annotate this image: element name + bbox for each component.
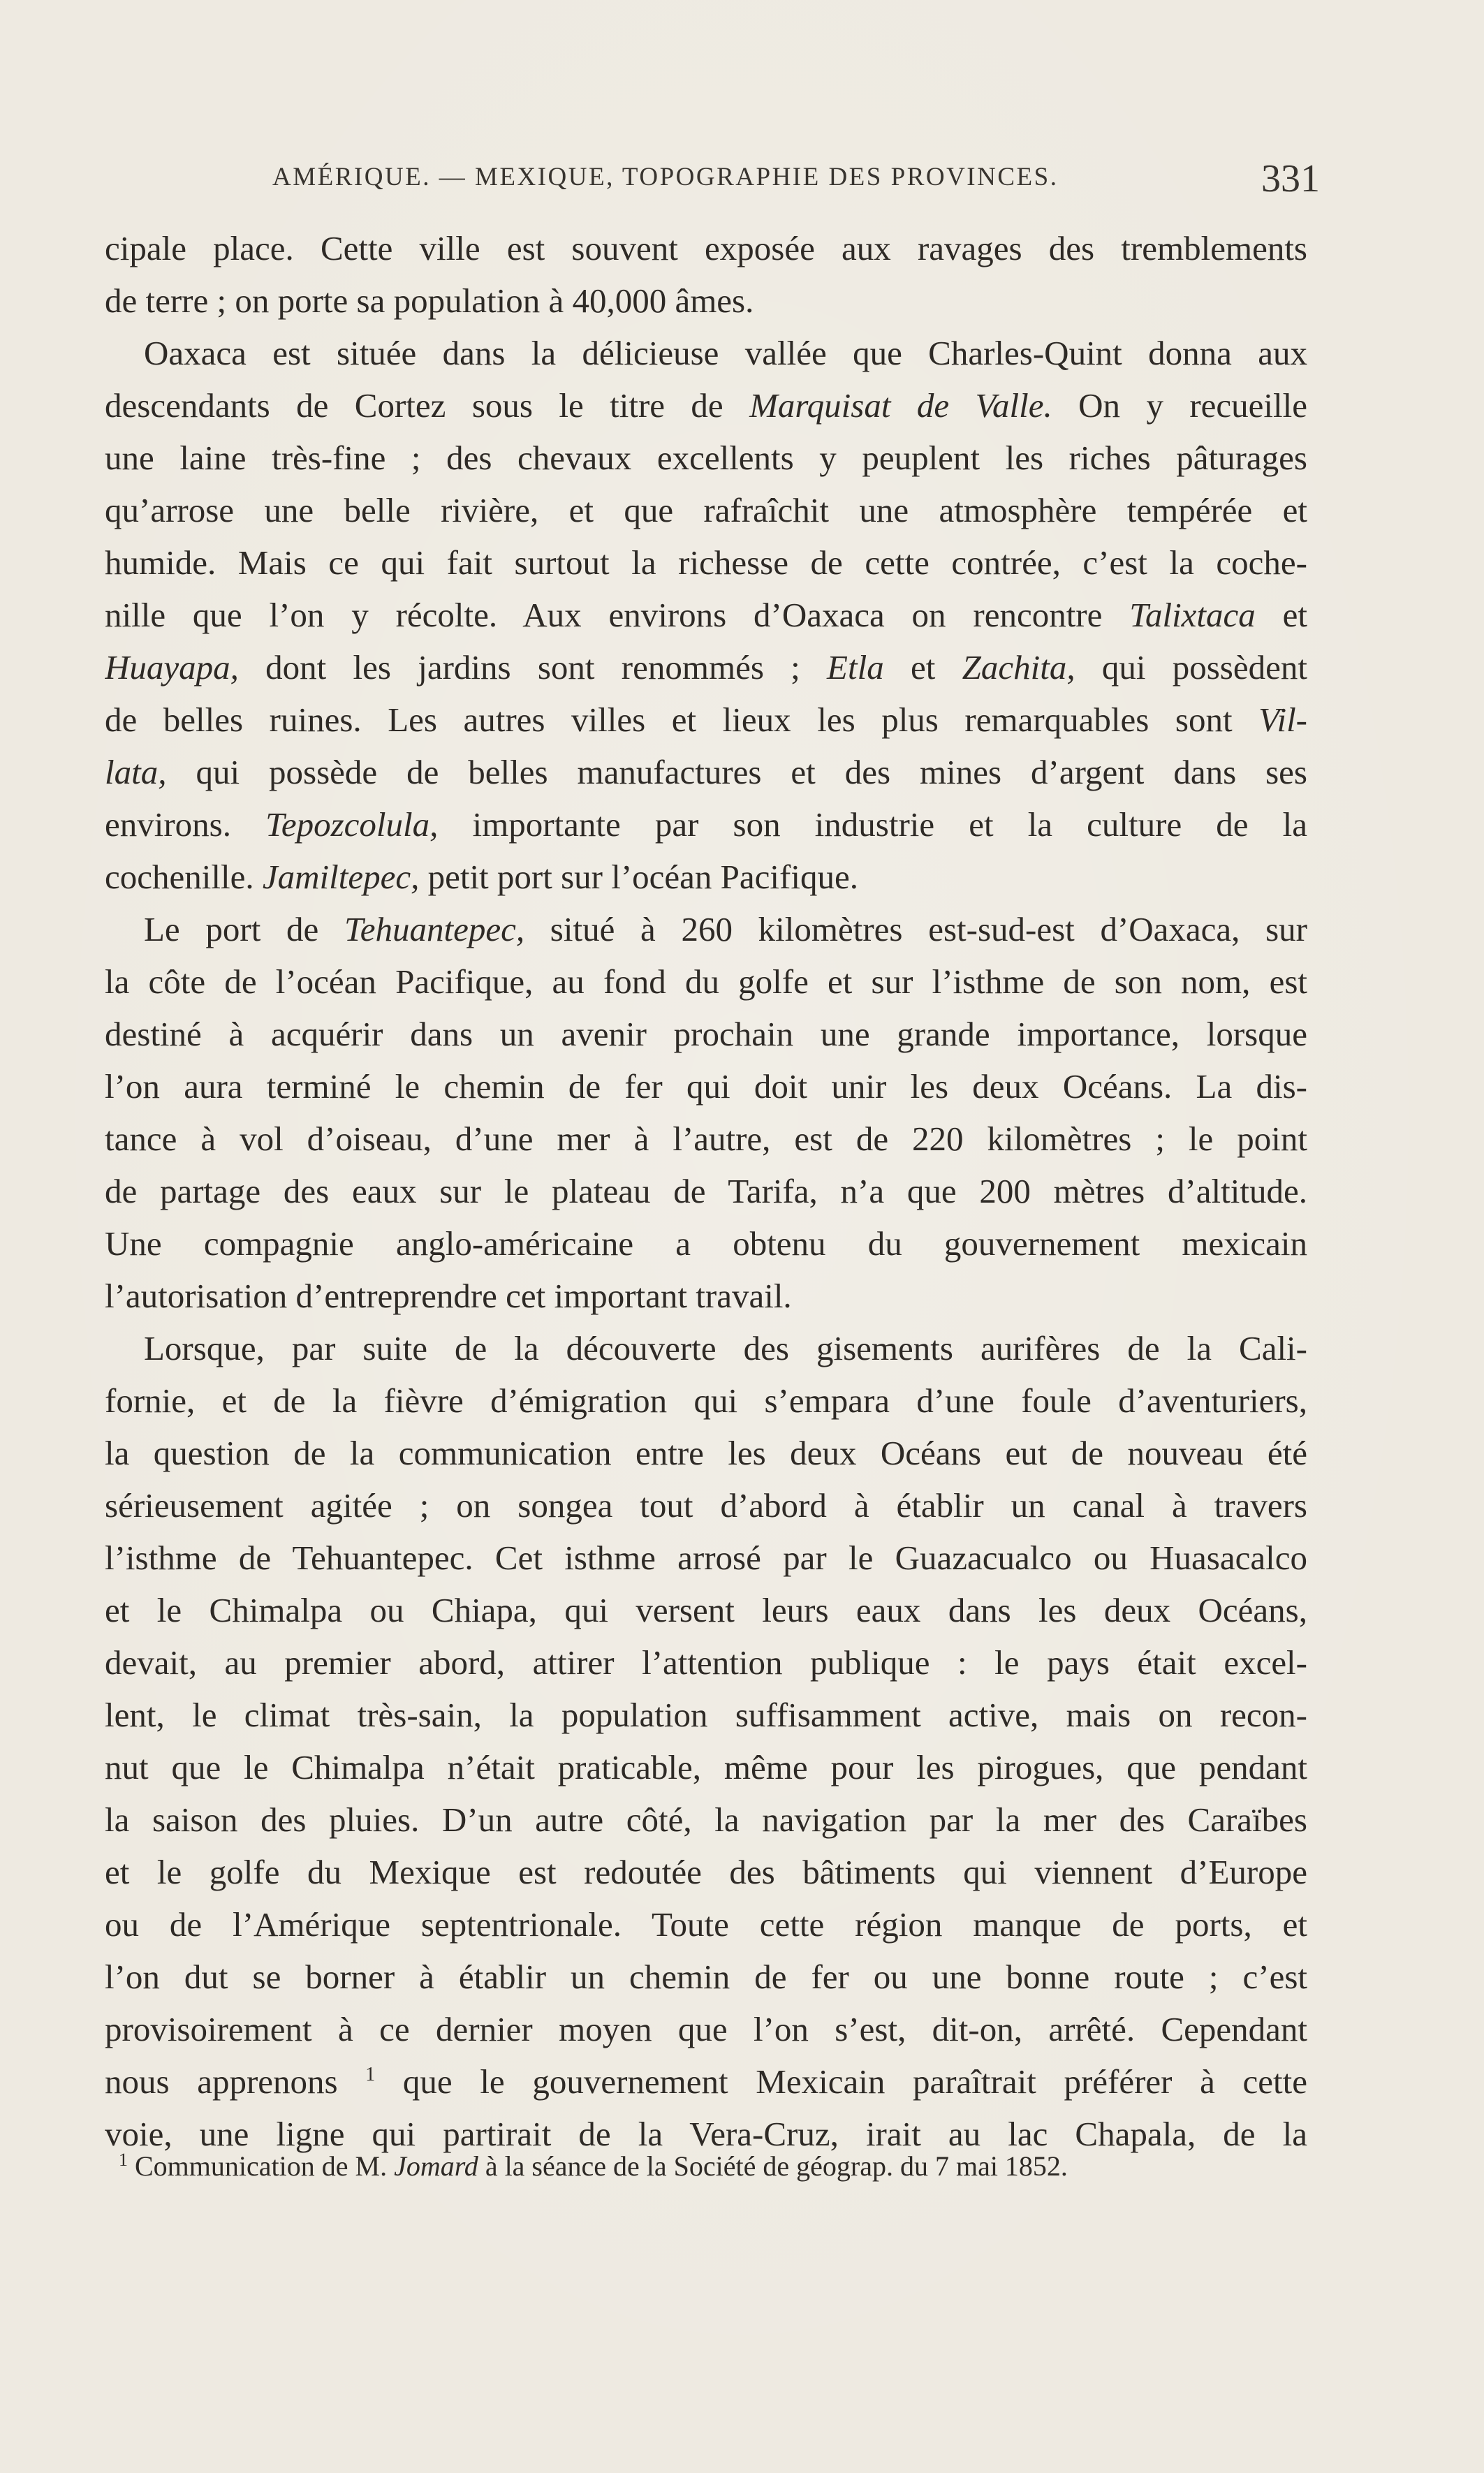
text-line <box>105 641 1307 694</box>
running-title: AMÉRIQUE. — MEXIQUE, TOPOGRAPHIE DES PROVINCES. <box>272 163 1059 191</box>
italic-term: Jamiltepec, <box>262 858 420 896</box>
italic-term: Vil- <box>1258 700 1307 739</box>
text-line <box>105 1322 1307 1374</box>
text-fragment: Le port de <box>144 910 344 948</box>
italic-term: Tehuantepec, <box>344 910 525 948</box>
text-line <box>105 1427 1307 1479</box>
text-fragment: et <box>1255 596 1307 634</box>
text-line <box>105 1479 1307 1532</box>
text-line <box>105 1270 1307 1322</box>
text-line <box>105 379 1307 432</box>
text-fragment: dont les jardins sont renommés ; <box>238 648 828 687</box>
text-line <box>105 1217 1307 1270</box>
text-line <box>105 2003 1307 2055</box>
text-line <box>105 432 1307 484</box>
text-fragment: descendants de Cortez sous le titre de <box>105 386 750 425</box>
text-line <box>105 798 1307 851</box>
text-fragment: sérieusement agitée ; on songea tout d’abord à établir un canal à travers <box>105 1486 1307 1525</box>
text-fragment: de terre ; on porte sa population à 40,000 âmes. <box>105 281 754 320</box>
text-fragment: voie, une ligne qui partirait de la Vera-Cruz, irait au lac Chapala, de la <box>105 2115 1307 2153</box>
footnote-marker: 1 <box>119 2150 128 2170</box>
text-line <box>105 222 1307 274</box>
text-line <box>105 1532 1307 1584</box>
text-fragment: et le Chimalpa ou Chiapa, qui versent leurs eaux dans les deux Océans, <box>105 1591 1307 1629</box>
text-fragment: destiné à acquérir dans un avenir prochain une grande importance, lorsque <box>105 1015 1307 1053</box>
body-text <box>105 222 1307 2160</box>
text-line <box>105 1741 1307 1793</box>
text-line <box>105 2055 1307 2108</box>
text-line <box>105 955 1307 1008</box>
text-fragment: de partage des eaux sur le plateau de Tarifa, n’a que 200 mètres d’altitude. <box>105 1172 1307 1210</box>
text-fragment: nut que le Chimalpa n’était praticable, même pour les pirogues, que pendant <box>105 1748 1307 1786</box>
text-fragment: de belles ruines. Les autres villes et lieux les plus remarquables sont <box>105 700 1259 739</box>
text-line <box>105 1165 1307 1217</box>
text-fragment: ou de l’Amérique septentrionale. Toute cette région manque de ports, et <box>105 1905 1307 1944</box>
text-line <box>105 694 1307 746</box>
text-line <box>105 1846 1307 1898</box>
italic-term: lata, <box>105 753 167 791</box>
italic-term: Tepozcolula, <box>265 805 439 844</box>
text-fragment: et le golfe du Mexique est redoutée des bâtiments qui viennent d’Europe <box>105 1853 1307 1891</box>
text-line <box>105 903 1307 955</box>
text-line <box>105 1793 1307 1846</box>
text-fragment: Oaxaca est située dans la délicieuse vallée que Charles-Quint donna aux <box>144 334 1307 372</box>
footnote <box>119 2139 1306 2181</box>
text-fragment: cipale place. Cette ville est souvent exposée aux ravages des tremblements <box>105 229 1307 267</box>
text-fragment: cochenille. <box>105 858 263 896</box>
text-fragment: Une compagnie anglo-américaine a obtenu du gouvernement mexicain <box>105 1224 1307 1263</box>
text-line <box>105 1951 1307 2003</box>
text-line <box>105 1060 1307 1113</box>
text-fragment: qui possèdent <box>1075 648 1307 687</box>
italic-term: Zachita, <box>962 648 1075 687</box>
text-line <box>105 1113 1307 1165</box>
text-line <box>105 746 1307 798</box>
text-fragment: On y recueille <box>1052 386 1307 425</box>
text-fragment: une laine très-fine ; des chevaux excellents y peuplent les riches pâturages <box>105 439 1307 477</box>
text-line <box>105 274 1307 327</box>
text-fragment: la côte de l’océan Pacifique, au fond du golfe et sur l’isthme de son nom, est <box>105 962 1307 1001</box>
text-line <box>105 589 1307 641</box>
text-line <box>105 1689 1307 1741</box>
text-line <box>105 1374 1307 1427</box>
text-fragment: la question de la communication entre les deux Océans eut de nouveau été <box>105 1434 1307 1472</box>
text-fragment: qu’arrose une belle rivière, et que rafraîchit une atmosphère tempérée et <box>105 491 1307 529</box>
text-fragment: humide. Mais ce qui fait surtout la richesse de cette contrée, c’est la coche- <box>105 543 1307 582</box>
text-fragment: nille que l’on y récolte. Aux environs d’Oaxaca on rencontre <box>105 596 1130 634</box>
text-fragment: devait, au premier abord, attirer l’attention publique : le pays était excel- <box>105 1643 1307 1682</box>
footnote-text-start: Communication de M. <box>135 2150 395 2182</box>
text-line <box>105 536 1307 589</box>
text-line <box>105 851 1307 903</box>
text-fragment: qui possède de belles manufactures et des mines d’argent dans ses <box>166 753 1307 791</box>
text-fragment: situé à 260 kilomètres est-sud-est d’Oaxaca, sur <box>524 910 1307 948</box>
page-number: 331 <box>1261 157 1320 200</box>
text-fragment: petit port sur l’océan Pacifique. <box>419 858 858 896</box>
text-fragment: Lorsque, par suite de la découverte des gisements aurifères de la Cali- <box>144 1329 1307 1367</box>
text-fragment: nous apprenons <box>105 2062 366 2101</box>
text-fragment: l’on dut se borner à établir un chemin de fer ou une bonne route ; c’est <box>105 1958 1307 1996</box>
text-fragment: l’autorisation d’entreprendre cet important travail. <box>105 1277 792 1315</box>
text-fragment: la saison des pluies. D’un autre côté, la navigation par la mer des Caraïbes <box>105 1800 1307 1839</box>
text-line <box>105 1584 1307 1636</box>
italic-term: Talixtaca <box>1129 596 1256 634</box>
footnote-ref: 1 <box>365 2064 376 2085</box>
text-fragment: environs. <box>105 805 266 844</box>
text-fragment: que le gouvernement Mexicain paraîtrait préférer à cette <box>375 2062 1307 2101</box>
footnote-text-end: à la séance de la Société de géograp. du 7 mai 1852. <box>478 2150 1068 2182</box>
text-line <box>105 484 1307 536</box>
text-line <box>105 1898 1307 1951</box>
italic-term: Huayapa, <box>105 648 239 687</box>
italic-term: Etla <box>827 648 884 687</box>
text-fragment: l’isthme de Tehuantepec. Cet isthme arrosé par le Guazacualco ou Huasacalco <box>105 1539 1307 1577</box>
text-fragment: importante par son industrie et la culture de la <box>438 805 1307 844</box>
text-fragment: provisoirement à ce dernier moyen que l’on s’est, dit-on, arrêté. Cependant <box>105 2010 1307 2048</box>
text-line <box>105 1008 1307 1060</box>
text-fragment: fornie, et de la fièvre d’émigration qui s’empara d’une foule d’aventuriers, <box>105 1381 1307 1420</box>
text-fragment: et <box>883 648 962 687</box>
italic-term: Marquisat de Valle. <box>749 386 1052 425</box>
footnote-author: Jomard <box>394 2150 478 2182</box>
text-line <box>105 327 1307 379</box>
text-line <box>105 1636 1307 1689</box>
text-fragment: l’on aura terminé le chemin de fer qui doit unir les deux Océans. La dis- <box>105 1067 1307 1106</box>
text-fragment: tance à vol d’oiseau, d’une mer à l’autre, est de 220 kilomètres ; le point <box>105 1120 1307 1158</box>
running-head <box>272 157 1341 211</box>
text-fragment: lent, le climat très-sain, la population suffisamment active, mais on recon- <box>105 1696 1307 1734</box>
